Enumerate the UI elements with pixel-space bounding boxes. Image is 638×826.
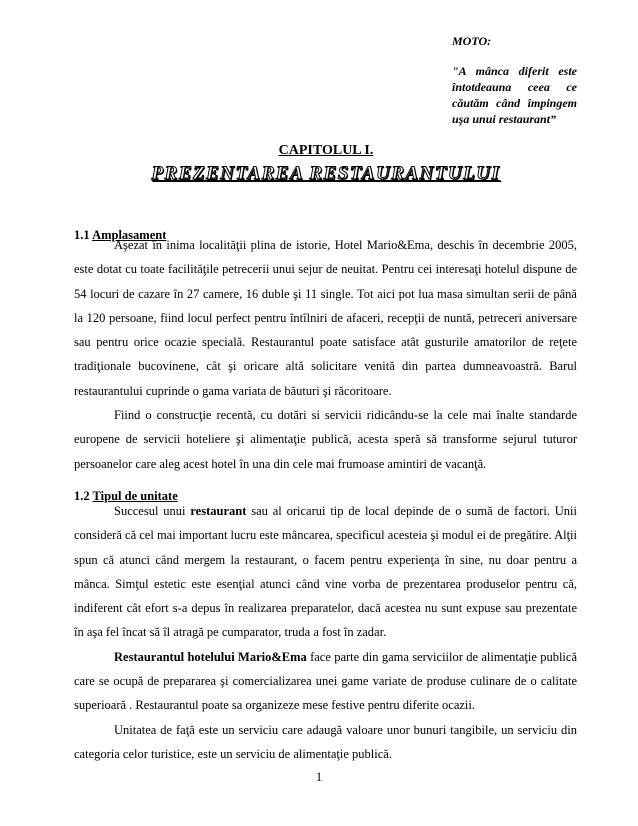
paragraph-text: sau al oricarui tip de local depinde de o sumă de factori. Unii consideră că cel mai important lucru este mâncarea, specificul acesteia şi modul ei de pregătire. Alţii spun că atunci când mergem la restaurant, o facem pentru experienţa în sine, nu doar pentru a mânca. Simţul estetic este esenţial atunci când vine vorba de prezentarea produselor pentru că, indiferent cât efort s-a depus în realizarea preparatelor, dacă acestea nu sunt expuse sau prezentate în aşa fel încat să îl atragă pe cumparator, truda a fost în zadar. bbox=[74, 504, 577, 640]
motto-block bbox=[452, 33, 577, 127]
bold-term: restaurant bbox=[190, 504, 247, 518]
paragraph-text: Succesul unui bbox=[114, 504, 191, 518]
section-number: 1.1 bbox=[74, 228, 90, 242]
section-body-tipul-de-unitate bbox=[74, 499, 577, 766]
paragraph: Aşezat în inima localităţii plina de istorie, Hotel Mario&Ema, deschis în decembrie 2005, este dotat cu toate facilităţile petrecerii unui sejur de neuitat. Pentru cei interesaţi hotelul dispune de 54 locuri de cazare în 27 camere, 16 duble şi 11 single. Tot aici pot lua masa simultan serii de până la 120 persoane, fiind locul perfect pentru întîlniri de afaceri, recepţii de nuntă, petreceri aniversare sau pentru orice ocazie specială. Restaurantul poate satisface atât gusturile amatorilor de reţete tradiţionale bucovinene, cât şi oricare altă solicitare venită din partea dumneavoastră. Barul restaurantului cuprinde o gama variata de băuturi şi răcoritoare. bbox=[74, 238, 577, 398]
section-title: Tipul de unitate bbox=[92, 489, 178, 503]
paragraph-text: face parte din gama serviciilor de alimentaţie publică care se ocupă de prepararea şi comercializarea unei game variate de produse culinare de o calitate superioară . Restaurantul poate sa organizeze mese festive pentru diferite ocazii. bbox=[74, 649, 577, 713]
paragraph: Fiind o construcţie recentă, cu dotări si servicii ridicându-se la cele mai înalte standarde europene de servicii hoteliere şi alimentaţie publică, acesta speră să transforme sejurul tuturor persoanelor care aleg acest hotel în una din cele mai frumoase amintiri de vacanţă. bbox=[74, 408, 577, 471]
paragraph bbox=[74, 499, 577, 645]
motto-quote: "A mânca diferit este întotdeauna ceea ce căutăm când împingem uşa unui restaurant” bbox=[452, 64, 577, 126]
chapter-heading bbox=[0, 143, 638, 159]
bold-term: Restaurantul hotelului Mario&Ema bbox=[114, 649, 307, 664]
section-number: 1.2 bbox=[74, 489, 90, 503]
chapter-label: CAPITOLUL I. bbox=[278, 143, 374, 158]
section-body-amplasament bbox=[74, 233, 577, 476]
page-number: 1 bbox=[315, 770, 323, 784]
paragraph bbox=[74, 645, 577, 718]
document-title-text: PREZENTAREA RESTAURANTULUI bbox=[151, 163, 501, 184]
section-title: Amplasament bbox=[92, 228, 167, 242]
motto-label: MOTO: bbox=[452, 34, 492, 48]
paragraph: Unitatea de faţă este un serviciu care adaugă valoare unor bunuri tangibile, un serviciu din categoria celor turistice, este un serviciu de alimentaţie publică. bbox=[74, 722, 577, 761]
document-title bbox=[0, 163, 638, 185]
